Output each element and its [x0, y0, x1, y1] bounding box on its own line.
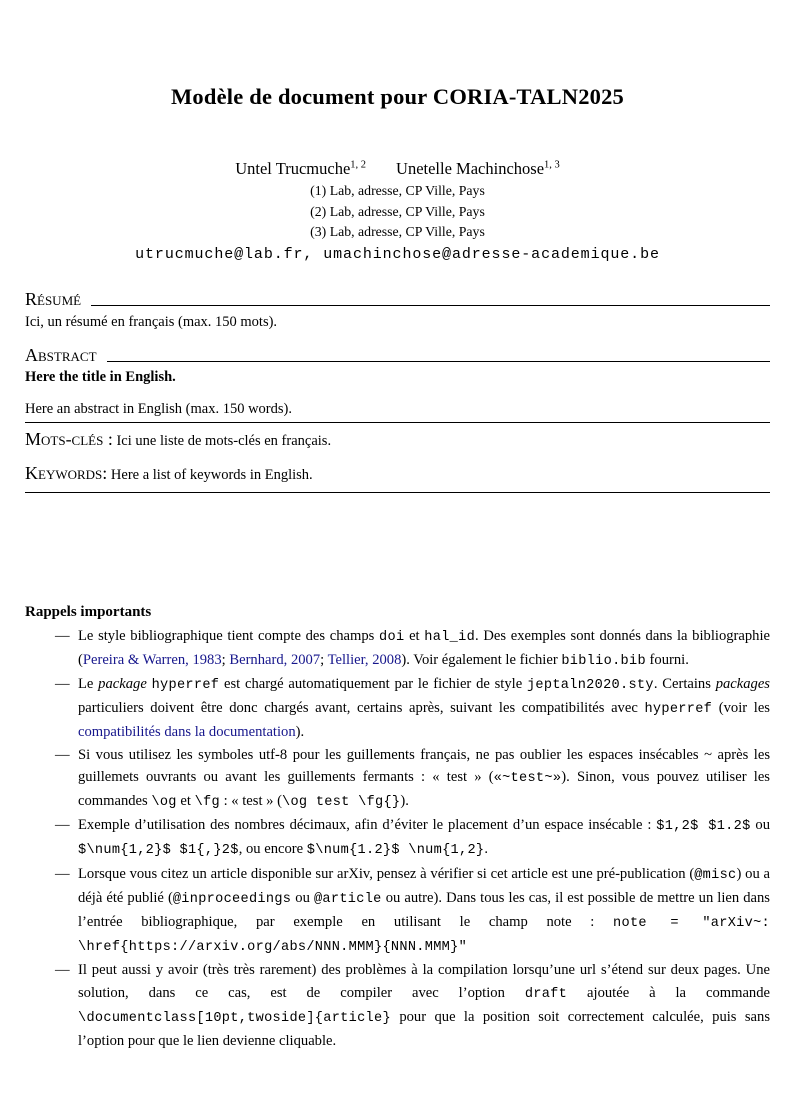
inline-code: note = "arXiv~: \href{https://arxiv.org/abs/NNN.MMM}{NNN.MMM}" [78, 915, 770, 956]
resume-text: Ici, un résumé en français (max. 150 mots). [25, 313, 278, 330]
keywords-label: Keywords: [25, 462, 108, 483]
italic-text: package [98, 675, 147, 692]
inline-code: draft [524, 986, 568, 1002]
dash-marker: — [55, 627, 70, 644]
text-run: Si vous utilisez les symboles utf-8 pour les guillements français, ne pas oublier les espaces insécables ~ après les guillemets ouvrants ou avant les guillements fermants : « test » ( [78, 746, 770, 785]
text-run: ; [221, 651, 230, 668]
author-2-name: Unetelle Machinchose [396, 159, 545, 178]
resume-label: Résumé [25, 288, 82, 309]
text-run: ). Voir également le fichier [401, 651, 562, 668]
text-run: (voir les [712, 700, 770, 717]
inline-code: \og test \fg{} [281, 794, 401, 810]
text-run: et [176, 792, 195, 809]
abstract-rule [107, 361, 770, 362]
author-1 [235, 158, 366, 179]
text-run: ajoutée à la commande [567, 984, 770, 1001]
text-run: ) ou a déjà été publié ( [78, 865, 770, 906]
inline-code: \documentclass[10pt,twoside]{article} [78, 1010, 391, 1026]
inline-code: jeptaln2020.sty [526, 677, 654, 693]
english-title: Here the title in English. [25, 368, 176, 385]
inline-code: biblio.bib [561, 653, 646, 669]
inline-code: @article [313, 891, 382, 907]
motscles-label: Mots-clés : [25, 428, 113, 449]
text-run: . [484, 841, 489, 858]
reminder-item [25, 744, 770, 815]
inline-code: @misc [694, 867, 737, 883]
reminder-item [25, 814, 770, 862]
text-run: Le style bibliographique tient compte des champs [78, 627, 380, 644]
dash-marker: — [55, 962, 70, 979]
inline-code: hyperref [151, 677, 220, 693]
inline-code: hyperref [644, 702, 713, 718]
text-run: ou autre). Dans tous les cas, il est possible de mettre un lien dans l’entrée bibliographique, par exemple en utilisant le champ note : [78, 889, 770, 930]
reminder-item [25, 673, 770, 744]
author-1-name: Untel Trucmuche [235, 159, 351, 178]
text-run: ou [291, 889, 314, 906]
affiliations [25, 181, 770, 243]
reminders-list [25, 625, 770, 1053]
author-2-affiliation-marks: 1, 3 [544, 159, 560, 171]
text-run: est chargé automatiquement par le fichier de style [219, 675, 527, 692]
affiliation-1: (1) Lab, adresse, CP Ville, Pays [310, 183, 485, 198]
text-run: , ou encore [238, 841, 307, 858]
text-run: ; [320, 651, 328, 668]
text-run: Exemple d’utilisation des nombres décimaux, afin d’éviter le placement d’un espace insécable : [78, 817, 657, 834]
affiliation-3: (3) Lab, adresse, CP Ville, Pays [310, 224, 485, 239]
reminders-heading: Rappels importants [25, 603, 152, 620]
hyperlink[interactable]: Bernhard, 2007 [229, 651, 321, 668]
inline-code: @inproceedings [172, 891, 292, 907]
hyperlink[interactable]: Tellier, 2008 [327, 651, 402, 668]
inline-code: doi [379, 629, 405, 645]
inline-code: $\num{1,2}$ $1{,}2$ [78, 843, 239, 859]
dash-marker: — [55, 675, 70, 692]
abstract-block-closing-rule [25, 492, 770, 493]
author-1-affiliation-marks: 1, 2 [350, 159, 367, 171]
keywords-text: Here a list of keywords in English. [110, 466, 313, 483]
dash-marker: — [55, 865, 70, 882]
resume-rule [91, 305, 770, 306]
abstract-section-header [25, 345, 770, 366]
paper-title: Modèle de document pour CORIA-TALN2025 [170, 84, 625, 109]
hyperlink[interactable]: compatibilités dans la documentation [78, 724, 296, 741]
text-run: ). [295, 724, 305, 741]
text-run: fourni. [645, 651, 689, 668]
text-run: ). Sinon, vous pouvez utiliser les commandes [78, 768, 770, 809]
text-run: pour que la position soit correctement calculée, puis sans l’option pour que le lien devienne cliquable. [78, 1008, 770, 1049]
abstract-text: Here an abstract in English (max. 150 words). [25, 399, 770, 423]
text-run: ou [750, 817, 770, 834]
reminder-item [25, 625, 770, 673]
inline-code: \og [151, 794, 177, 810]
hyperlink[interactable]: Pereira & Warren, 1983 [82, 651, 222, 668]
text-run: . Des exemples sont donnés dans la bibliographie ( [78, 627, 771, 668]
affiliation-2: (2) Lab, adresse, CP Ville, Pays [310, 203, 485, 219]
inline-code: «~test~» [493, 770, 562, 786]
inline-code: $1,2$ $1.2$ [656, 819, 751, 835]
text-run: ). [400, 792, 409, 809]
text-run: particuliers doivent être donc chargés avant, certains après, suivant les compatibilités avec [78, 700, 645, 717]
dash-marker: — [55, 746, 70, 763]
inline-code: \fg [194, 794, 220, 810]
reminder-item [25, 863, 770, 960]
motscles-line [25, 428, 770, 452]
text-run: Lorsque vous citez un article disponible sur arXiv, pensez à vérifier si cet article est une pré-publication ( [78, 865, 695, 882]
inline-code: hal_id [424, 629, 476, 645]
text-run: et [404, 627, 425, 644]
text-run: : « test » ( [219, 792, 282, 809]
text-run: . Certains [653, 675, 716, 692]
italic-text: packages [715, 675, 770, 692]
text-run: Le [78, 675, 99, 692]
abstract-label: Abstract [25, 344, 97, 365]
dash-marker: — [55, 817, 70, 834]
motscles-text: Ici une liste de mots-clés en français. [116, 432, 332, 449]
keywords-line [25, 462, 770, 486]
authors-line [25, 158, 770, 179]
author-2 [396, 158, 560, 179]
inline-code: $\num{1.2}$ \num{1,2} [306, 843, 485, 859]
resume-section-header [25, 289, 770, 310]
reminder-item [25, 959, 770, 1052]
author-emails: utrucmuche@lab.fr, umachinchose@adresse-academique.be [135, 245, 660, 263]
text-run: Il peut aussi y avoir (très très rarement) des problèmes à la compilation lorsqu’une url s’étend sur deux pages. Une solution, dans ce cas, est de compiler avec l’option [78, 962, 770, 1001]
